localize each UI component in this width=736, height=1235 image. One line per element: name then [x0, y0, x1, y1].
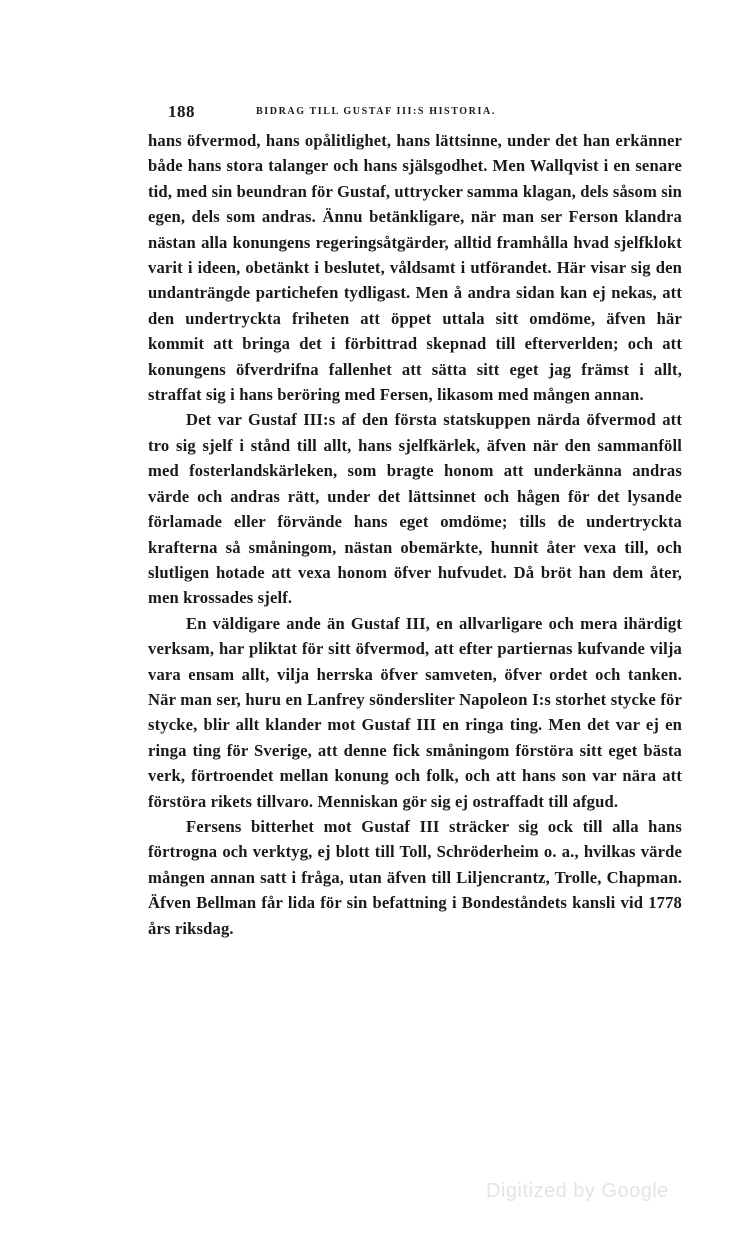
running-head — [148, 96, 682, 126]
book-page — [148, 96, 682, 941]
google-watermark: Digitized by Google — [486, 1180, 669, 1202]
paragraph-3: En väldigare ande än Gustaf III, en allvarligare och mera ihärdigt verksam, har pliktat för sitt öfvermod, att efter partiernas kufvande vilja vara ensam allt, vilja herrska öfver samveten, öfver ordet och tanken. När man ser, huru en Lanfrey söndersliter Napoleon I:s storhet stycke för stycke, blir allt klander mot Gustaf III en ringa ting. Men det var ej en ringa ting för Sverige, att denne fick småningom förstöra sitt eget bästa verk, förtroendet mellan konung och folk, och att hans son var nära att förstöra rikets tillvaro. Menniskan gör sig ej ostraffadt till afgud. — [148, 613, 682, 811]
paragraph-4: Fersens bitterhet mot Gustaf III sträcker sig ock till alla hans förtrogna och verktyg, ej blott till Toll, Schröderheim o. a., hvilkas värde mången annan satt i fråga, utan äfven till Liljencrantz, Trolle, Chapman. Äfven Bellman får lida för sin befattning i Bondeståndets kansli vid 1778 års riksdag. — [148, 816, 682, 938]
paragraph-1: hans öfvermod, hans opålitlighet, hans lättsinne, under det han erkänner både hans stora talanger och hans själsgodhet. Men Wallqvist i en senare tid, med sin beundran för Gustaf, uttrycker samma klagan, dels såsom sin egen, dels som andras. Ännu betänkligare, när man ser Ferson klandra nästan alla konungens regeringsåtgärder, alltid framhålla hvad sjelfklokt varit i ideen, obetänkt i beslutet, våldsamt i utförandet. Här visar sig den undanträngde partichefen tydligast. Men å andra sidan kan ej nekas, att den undertryckta friheten att öppet uttala sitt omdöme, äfven här kommit att bringa det i förbittrad skepnad till efterverlden; och att konungens öfverdrifna fallenhet att sätta sitt eget jag främst i allt, straffat sig i hans beröring med Fersen, likasom med mången annan. — [148, 131, 682, 405]
page-number: 188 — [168, 102, 195, 121]
running-title: BIDRAG TILL GUSTAF III:S HISTORIA. — [256, 106, 496, 117]
paragraph-2: Det var Gustaf III:s af den första statskuppen närda öfvermod att tro sig sjelf i stånd till allt, hans sjelfkärlek, äfven när den sammanföll med fosterlandskärleken, som bragte honom att underkänna andras värde och andras rätt, under det lättsinnet och hågen för det lysande förlamade eller förvände hans eget omdöme; tills de undertryckta krafterna så småningom, nästan obemärkte, hunnit åter vexa till, och slutligen hotade att vexa honom öfver hufvudet. Då bröt han dem åter, men krossades sjelf. — [148, 410, 682, 608]
body-text — [148, 128, 682, 941]
